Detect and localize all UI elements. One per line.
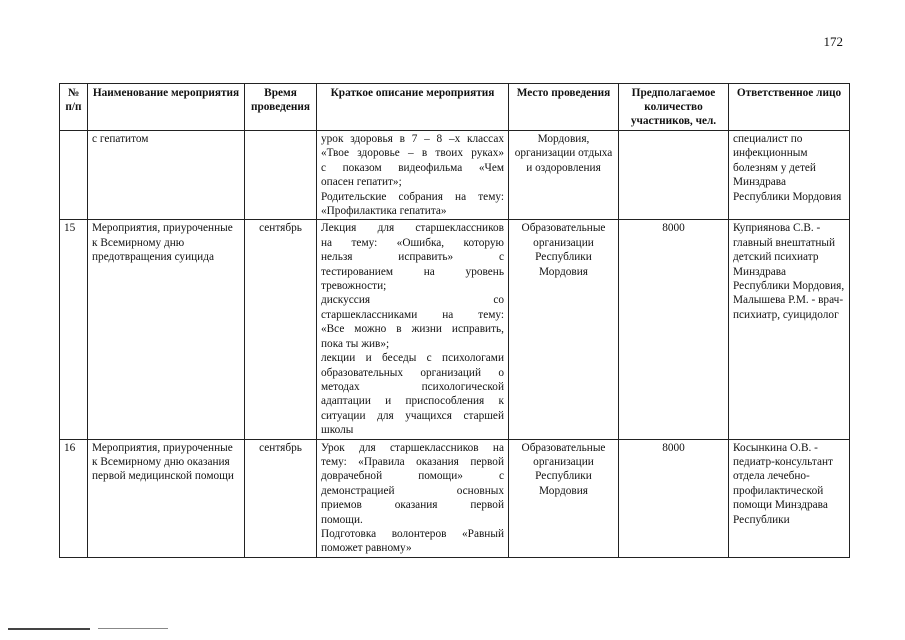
description-line: нельзя исправить» с (321, 251, 504, 264)
description-line: демонстрацией основных (321, 484, 504, 497)
description-line: тестированием на уровень (321, 265, 504, 278)
page-number: 172 (823, 34, 843, 49)
description-line: «Профилактика гепатита» (321, 205, 447, 218)
scan-artifact-line (8, 628, 90, 630)
description-line: ситуации для учащихся старшей (321, 409, 504, 422)
description-line: опасен гепатит»; (321, 176, 402, 189)
header-number: № п/п (60, 84, 88, 131)
event-time: сентябрь (245, 439, 317, 557)
event-participants: 8000 (619, 220, 729, 439)
event-place: Мордовия, организации отдыха и оздоровления (509, 131, 619, 220)
description-line: поможет равному» (321, 542, 412, 555)
event-participants (619, 131, 729, 220)
event-description (317, 131, 509, 220)
description-line: Подготовка волонтеров «Равный (321, 527, 504, 540)
events-table (59, 83, 850, 558)
row-number: 16 (60, 439, 88, 557)
event-place: Образовательные организации Республики Мордовия (509, 439, 619, 557)
header-place: Место проведения (509, 84, 619, 131)
event-responsible: Косынкина О.В. - педиатр-консультант отдела лечебно-профилактической помощи Минздрава Республики (729, 439, 850, 557)
description-line: Родительские собрания на тему: (321, 190, 504, 203)
header-description: Краткое описание мероприятия (317, 84, 509, 131)
description-line: «Все можно в жизни исправить, (321, 323, 504, 336)
event-description (317, 439, 509, 557)
description-line: методах психологической (321, 380, 504, 393)
description-line: приемов оказания первой (321, 499, 504, 512)
description-line: адаптации и приспособления к (321, 395, 504, 408)
description-line: пока ты жив»; (321, 337, 390, 350)
event-time: сентябрь (245, 220, 317, 439)
description-line: образовательных организаций о (321, 366, 504, 379)
event-name: Мероприятия, приуроченные к Всемирному дню предотвращения суицида (88, 220, 245, 439)
header-time: Время проведения (245, 84, 317, 131)
description-line: старшеклассниками на тему: (321, 308, 504, 321)
event-responsible: специалист по инфекционным болезням у детей Минздрава Республики Мордовия (729, 131, 850, 220)
description-line: лекции и беседы с психологами (321, 352, 504, 365)
event-name: с гепатитом (88, 131, 245, 220)
table-row (60, 220, 850, 439)
description-line: «Твое здоровье – в твоих руках» (321, 147, 504, 160)
description-line: помощи. (321, 513, 363, 526)
event-name: Мероприятия, приуроченные к Всемирному дню оказания первой медицинской помощи (88, 439, 245, 557)
description-line: урок здоровья в 7 – 8 –х классах (321, 133, 504, 145)
table-row (60, 131, 850, 220)
event-responsible: Куприянова С.В. - главный внештатный детский психиатр Минздрава Республики Мордовия, Малышева Р.М. - врач-психиатр, суицидолог (729, 220, 850, 439)
description-line: школы (321, 424, 354, 437)
event-time (245, 131, 317, 220)
description-line: тревожности; (321, 280, 387, 293)
description-line: доврачебной помощи» с (321, 470, 504, 483)
row-number: 15 (60, 220, 88, 439)
event-place: Образовательные организации Республики Мордовия (509, 220, 619, 439)
description-line: с показом видеофильма «Чем (321, 161, 504, 174)
header-responsible: Ответственное лицо (729, 84, 850, 131)
event-participants: 8000 (619, 439, 729, 557)
table-header-row (60, 84, 850, 131)
event-description (317, 220, 509, 439)
description-line: тему: «Правила оказания первой (321, 455, 504, 468)
header-event-name: Наименование мероприятия (88, 84, 245, 131)
scan-artifact-line (98, 628, 168, 629)
row-number (60, 131, 88, 220)
description-line: Лекция для старшеклассников (321, 222, 504, 235)
header-participants: Предполагаемое количество участников, чел. (619, 84, 729, 131)
description-line: Урок для старшеклассников на (321, 441, 504, 454)
description-line: дискуссия со (321, 294, 504, 307)
table-row (60, 439, 850, 557)
description-line: на тему: «Ошибка, которую (321, 236, 504, 249)
